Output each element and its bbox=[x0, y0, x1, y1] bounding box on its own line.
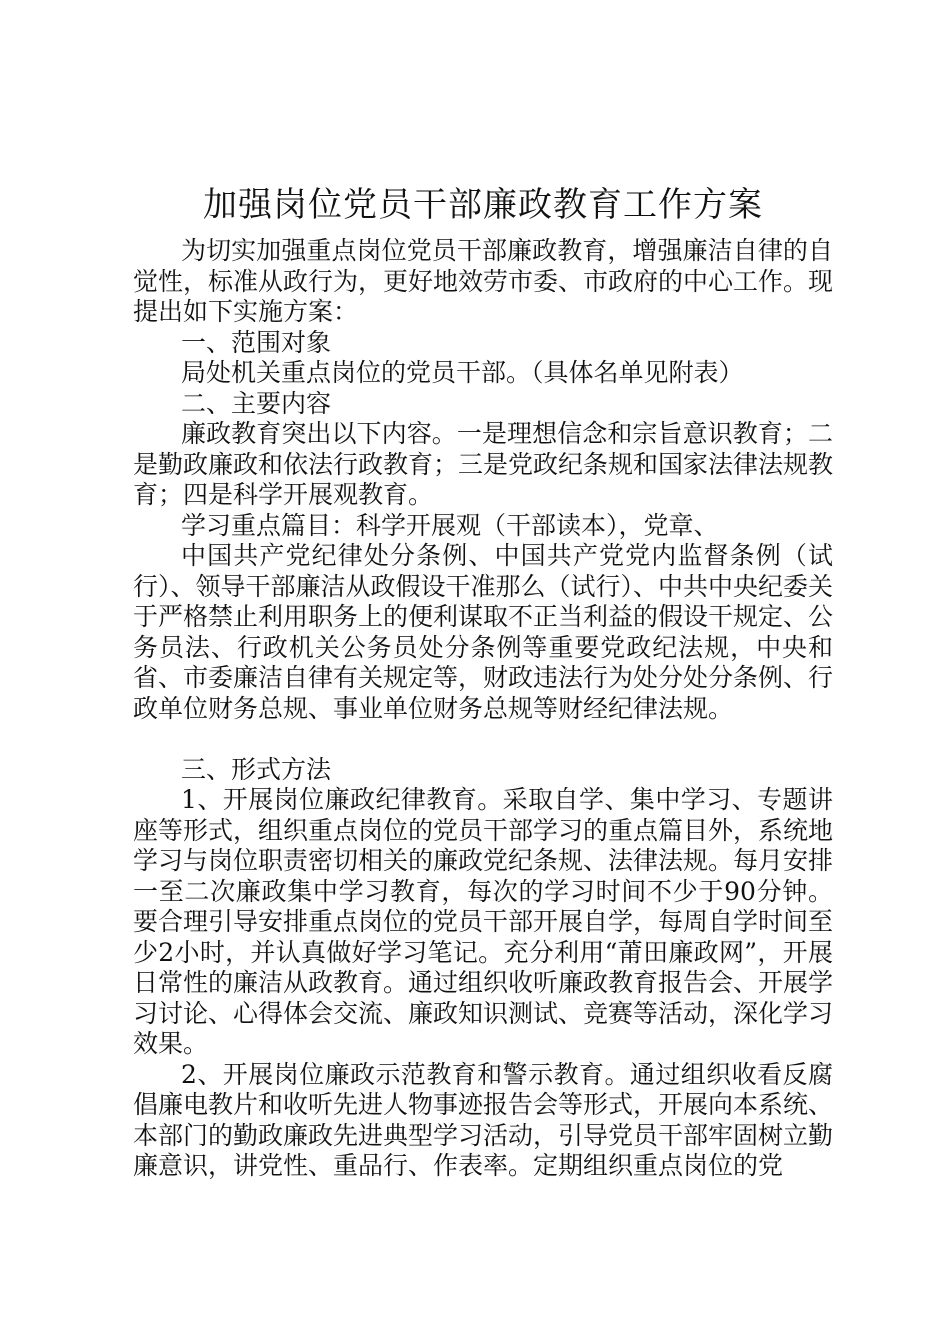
regulations-paragraph: 中国共产党纪律处分条例、中国共产党党内监督条例（试行）、领导干部廉洁从政假设干准那么（试行）、中共中央纪委关于严格禁止利用职务上的便利谋取不正当利益的假设干规定、公务员法、行政机关公务员处分条例等重要党政纪法规，中央和省、市委廉洁自律有关规定等，财政违法行为处分处分条例、行政单位财务总规、事业单位财务总规等财经纪律法规。 bbox=[133, 541, 834, 723]
document-page bbox=[133, 182, 833, 1182]
document-title: 加强岗位党员干部廉政教育工作方案 bbox=[203, 185, 763, 225]
content-paragraph: 廉政教育突出以下内容。一是理想信念和宗旨意识教育；二是勤政廉政和依法行政教育；三是党政纪条规和国家法律法规教育；四是科学开展观教育。 bbox=[133, 419, 834, 509]
section-heading-content: 二、主要内容 bbox=[181, 388, 332, 418]
section-heading-methods: 三、形式方法 bbox=[181, 754, 332, 784]
method-1-paragraph: 1、开展岗位廉政纪律教育。采取自学、集中学习、专题讲座等形式，组织重点岗位的党员干部学习的重点篇目外，系统地学习与岗位职责密切相关的廉政党纪条规、法律法规。每月安排一至二次廉政集中学习教育，每次的学习时间不少于90分钟。要合理引导安排重点岗位的党员干部开展自学，每周自学时间至少2小时，并认真做好学习笔记。充分利用“莆田廉政网”，开展日常性的廉洁从政教育。通过组织收听廉政教育报告会、开展学习讨论、心得体会交流、廉政知识测试、竞赛等活动，深化学习效果。 bbox=[133, 785, 834, 1058]
section-heading-scope: 一、范围对象 bbox=[181, 327, 332, 357]
study-items-paragraph: 学习重点篇目：科学开展观（干部读本），党章、 bbox=[181, 510, 719, 540]
method-2-paragraph: 2、开展岗位廉政示范教育和警示教育。通过组织收看反腐倡廉电教片和收听先进人物事迹报告会等形式，开展向本系统、本部门的勤政廉政先进典型学习活动，引导党员干部牢固树立勤廉意识，讲党性、重品行、作表率。定期组织重点岗位的党 bbox=[133, 1059, 834, 1180]
intro-paragraph: 为切实加强重点岗位党员干部廉政教育，增强廉洁自律的自觉性，标准从政行为，更好地效劳市委、市政府的中心工作。现提出如下实施方案： bbox=[133, 236, 834, 326]
paragraph-spacer bbox=[133, 724, 833, 755]
scope-paragraph: 局处机关重点岗位的党员干部。（具体名单见附表） bbox=[181, 358, 744, 387]
